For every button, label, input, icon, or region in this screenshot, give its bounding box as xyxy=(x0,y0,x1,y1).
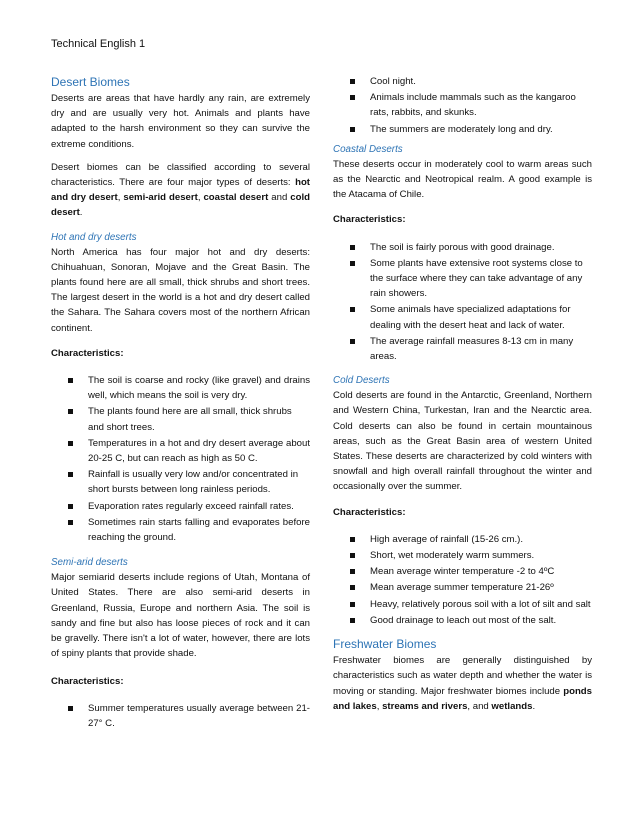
freshwater-streams-rivers: streams and rivers xyxy=(382,700,468,712)
cold-paragraph: Cold deserts are found in the Antarctic, Greenland, Northern and Western China, Turkestan, Iran and the Nearctic area. Cold deserts can also be found in certain mountainous areas, such as the Great Basin area of western United States. These deserts are characterized by cold winters with snowfall and high overall rainfall throughout the winter and occasionally over the summer. xyxy=(333,390,592,493)
freshwater-paragraph xyxy=(333,653,592,714)
list-item: Rainfall is usually very low and/or concentrated in short bursts between long rainless periods. xyxy=(88,467,310,497)
list-item: Some animals have specialized adaptations for dealing with the desert heat and lack of water. xyxy=(370,302,592,332)
desert-types-sep3: and xyxy=(268,192,291,204)
list-item: Evaporation rates regularly exceed rainfall rates. xyxy=(88,499,310,514)
list-item: The summers are moderately long and dry. xyxy=(370,122,592,137)
desert-types-sep2: , xyxy=(197,192,204,204)
freshwater-sep1: , xyxy=(376,700,383,712)
semi-arid-heading: Semi-arid deserts xyxy=(51,557,128,569)
cold-heading: Cold Deserts xyxy=(333,375,390,387)
list-item: Mean average winter temperature -2 to 4ºC xyxy=(370,564,592,579)
desert-type-hot-dry: hot and dry desert xyxy=(51,177,310,204)
hot-dry-paragraph: North America has four major hot and dry deserts: Chihuahuan, Sonoran, Mojave and the Great Basin. The plants found here are all small, thick shrubs and short trees. The largest desert in the world is a hot and dry desert called the Sahara. The Sahara covers most of the northern African continent. xyxy=(51,246,310,334)
desert-biomes-intro: Deserts are areas that have hardly any rain, are extremely dry and are usually very hot. Animals and plants have adapted to the harsh environment so they can survive the extreme conditions. xyxy=(51,93,310,150)
desert-type-semi-arid: semi-arid desert xyxy=(123,192,198,204)
list-item: The soil is fairly porous with good drainage. xyxy=(370,240,592,255)
list-item: Sometimes rain starts falling and evaporates before reaching the ground. xyxy=(88,515,310,545)
list-item: Animals include mammals such as the kangaroo rats, rabbits, and skunks. xyxy=(370,90,592,120)
right-column xyxy=(333,74,592,714)
hot-dry-heading: Hot and dry deserts xyxy=(51,231,137,243)
list-item: High average of rainfall (15-26 cm.). xyxy=(370,532,592,547)
desert-type-coastal: coastal desert xyxy=(203,192,269,204)
desert-types-lead: Desert biomes can be classified according to several characteristics. There are four major types of deserts: xyxy=(51,161,310,189)
desert-types-paragraph xyxy=(51,160,310,221)
list-item: Temperatures in a hot and dry desert average about 20-25 C, but can reach as high as 50 C. xyxy=(88,436,310,466)
list-item: Mean average summer temperature 21-26º xyxy=(370,580,592,595)
list-item: Some plants have extensive root systems close to the surface where they can take advantage of any rain showers. xyxy=(370,256,592,302)
coastal-characteristics-label: Characteristics: xyxy=(333,214,406,226)
freshwater-ponds-lakes: ponds and lakes xyxy=(333,685,592,712)
list-item: The soil is coarse and rocky (like gravel) and drains well, which means the soil is very dry. xyxy=(88,373,310,403)
list-item: Summer temperatures usually average between 21-27° C. xyxy=(88,701,310,731)
semi-arid-paragraph: Major semiarid deserts include regions of Utah, Montana of United States. There are also semi-arid deserts in Greenland, Russia, Europe and northern Asia. The soil is sandy and fine but also has loose pieces of rock and it can be gravelly. There isn't a lot of water, however, there are lots of spiny plants that provide shade. xyxy=(51,572,310,660)
list-item: The plants found here are all small, thick shrubs and short trees. xyxy=(88,404,310,434)
cold-characteristics-list xyxy=(333,532,592,628)
desert-biomes-heading: Desert Biomes xyxy=(51,75,130,89)
freshwater-lead: Freshwater biomes are generally distinguished by characteristics such as water depth and whether the water is moving or standing. Major freshwater biomes include xyxy=(333,655,592,697)
freshwater-wetlands: wetlands xyxy=(491,700,533,712)
freshwater-heading: Freshwater Biomes xyxy=(333,637,437,652)
list-item: Cool night. xyxy=(370,74,592,89)
desert-types-sep1: , xyxy=(117,192,124,204)
left-column xyxy=(51,74,310,732)
freshwater-sep2: , and xyxy=(467,700,492,712)
desert-types-end: . xyxy=(79,207,83,219)
desert-type-cold: cold desert xyxy=(51,192,310,219)
coastal-paragraph: These deserts occur in moderately cool to warm areas such as the Nearctic and Neotropical realm. A good example is the Atacama of Chile. xyxy=(333,158,592,201)
semi-arid-characteristics-list-part1 xyxy=(51,701,310,731)
cold-characteristics-label: Characteristics: xyxy=(333,506,406,518)
page-header: Technical English 1 xyxy=(51,38,146,50)
semi-arid-characteristics-list-part2 xyxy=(333,74,592,137)
list-item: Short, wet moderately warm summers. xyxy=(370,548,592,563)
hot-dry-characteristics-label: Characteristics: xyxy=(51,347,124,359)
semi-arid-characteristics-label: Characteristics: xyxy=(51,675,124,687)
coastal-characteristics-list xyxy=(333,240,592,365)
list-item: The average rainfall measures 8-13 cm in many areas. xyxy=(370,334,592,364)
hot-dry-characteristics-list xyxy=(51,373,310,545)
list-item: Heavy, relatively porous soil with a lot of silt and salt xyxy=(370,597,592,612)
list-item: Good drainage to leach out most of the salt. xyxy=(370,613,592,628)
freshwater-end: . xyxy=(532,700,536,712)
coastal-heading: Coastal Deserts xyxy=(333,143,403,155)
